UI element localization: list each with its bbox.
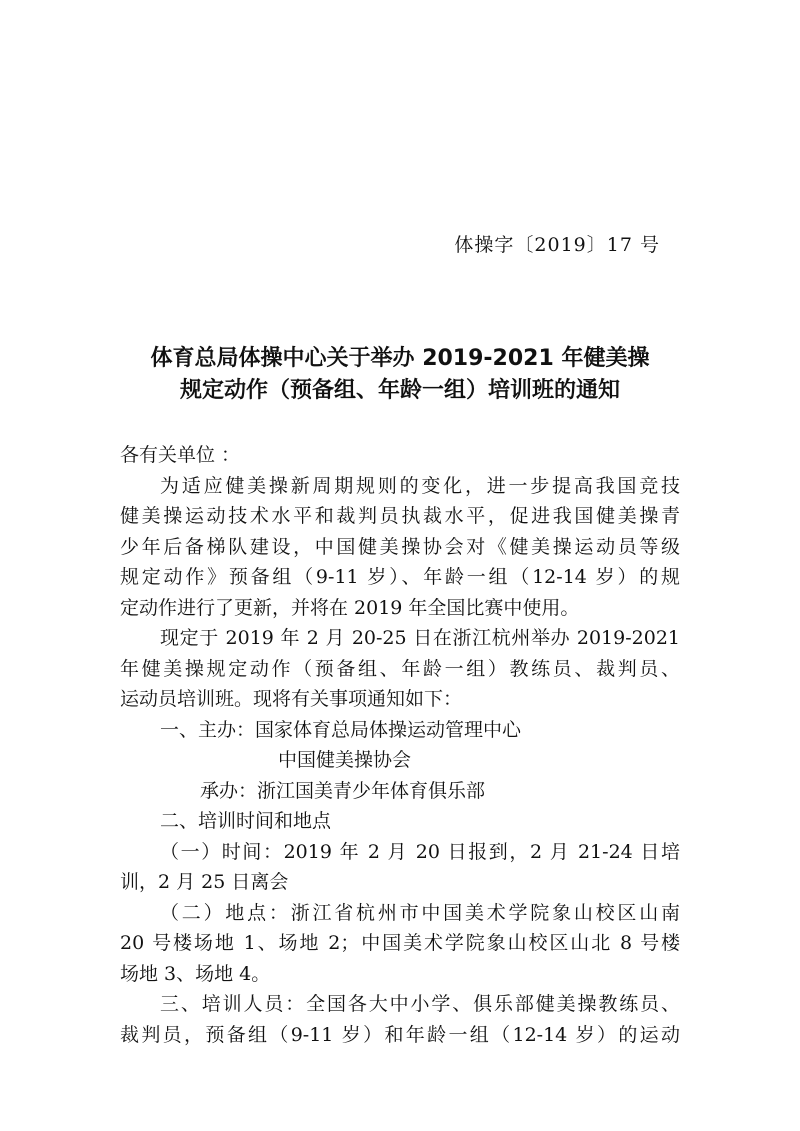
section-heading: 一、主办：国家体育总局体操运动管理中心 xyxy=(160,718,522,741)
body-line: 健美操运动技术水平和裁判员执裁水平，促进我国健美操青 xyxy=(120,505,680,527)
body-line: （二）地点：浙江省杭州市中国美术学院象山校区山南 xyxy=(160,901,680,924)
body-line: 20 号楼场地 1、场地 2；中国美术学院象山校区山北 8 号楼 xyxy=(120,932,680,954)
title-line: 体育总局体操中心关于举办 2019-2021 年健美操 xyxy=(150,346,650,371)
body-line: 承办：浙江国美青少年体育俱乐部 xyxy=(200,779,486,802)
body-line: 为适应健美操新周期规则的变化，进一步提高我国竞技 xyxy=(160,474,680,497)
salutation: 各有关单位 ： xyxy=(120,444,241,466)
body-line: （一）时间：2019 年 2 月 20 日报到，2 月 21-24 日培 xyxy=(160,840,680,863)
title-line: 规定动作（预备组、年龄一组）培训班的通知 xyxy=(179,378,620,403)
body-line: 少年后备梯队建设，中国健美操协会对《健美操运动员等级 xyxy=(120,535,680,558)
document-number: 体操字〔2019〕17 号 xyxy=(454,234,660,256)
body-line: 裁判员，预备组（9-11 岁）和年龄一组（12-14 岁）的运动 xyxy=(120,1023,680,1046)
body-line: 训，2 月 25 日离会 xyxy=(120,871,289,893)
body-line: 定动作进行了更新，并将在 2019 年全国比赛中使用。 xyxy=(120,596,580,619)
section-heading: 二、培训时间和地点 xyxy=(160,810,332,832)
body-line: 现定于 2019 年 2 月 20-25 日在浙江杭州举办 2019-2021 xyxy=(160,627,680,649)
document-title xyxy=(0,343,800,407)
body-line: 场地 3、场地 4。 xyxy=(120,962,271,985)
section-heading: 三、培训人员：全国各大中小学、俱乐部健美操教练员、 xyxy=(160,993,680,1015)
body-line: 运动员培训班。现将有关事项通知如下： xyxy=(120,688,463,710)
body-line: 中国健美操协会 xyxy=(278,749,412,771)
body-line: 年健美操规定动作（预备组、年龄一组）教练员、裁判员、 xyxy=(120,657,680,680)
body-line: 规定动作》预备组（9-11 岁）、年龄一组（12-14 岁）的规 xyxy=(120,566,680,588)
document-body xyxy=(120,440,680,1050)
